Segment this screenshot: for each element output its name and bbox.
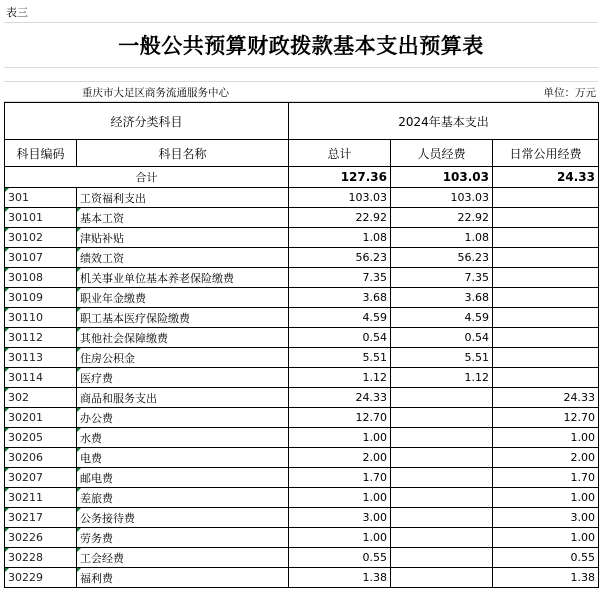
row-name: 工会经费 [77,548,289,568]
row-total: 0.54 [289,328,391,348]
row-code: 30201 [5,408,77,428]
row-name: 办公费 [77,408,289,428]
row-name: 基本工资 [77,208,289,228]
row-name: 职工基本医疗保险缴费 [77,308,289,328]
header-year-expense: 2024年基本支出 [289,103,599,140]
header-personnel: 人员经费 [391,140,493,167]
row-name: 医疗费 [77,368,289,388]
org-row [4,82,598,102]
table-row [5,368,599,388]
row-total: 103.03 [289,188,391,208]
row-total: 24.33 [289,388,391,408]
unit-label: 单位：万元 [543,87,596,99]
row-total: 4.59 [289,308,391,328]
row-name: 劳务费 [77,528,289,548]
table-row [5,568,599,588]
row-name: 住房公积金 [77,348,289,368]
row-code: 30206 [5,448,77,468]
table-row [5,468,599,488]
row-personnel: 1.08 [391,228,493,248]
row-total: 3.68 [289,288,391,308]
row-personnel [391,528,493,548]
row-public: 1.00 [493,428,599,448]
row-public: 1.38 [493,568,599,588]
row-public: 24.33 [493,388,599,408]
total-sum: 127.36 [289,167,391,188]
row-code: 30113 [5,348,77,368]
table-row [5,348,599,368]
table-row [5,228,599,248]
row-personnel: 3.68 [391,288,493,308]
table-row [5,188,599,208]
row-personnel [391,388,493,408]
row-name: 水费 [77,428,289,448]
table-row [5,448,599,468]
row-total: 7.35 [289,268,391,288]
row-code: 30228 [5,548,77,568]
row-public: 12.70 [493,408,599,428]
row-personnel: 7.35 [391,268,493,288]
row-code: 30211 [5,488,77,508]
row-personnel [391,488,493,508]
table-row [5,388,599,408]
row-code: 30112 [5,328,77,348]
row-personnel: 4.59 [391,308,493,328]
row-personnel [391,408,493,428]
row-name: 公务接待费 [77,508,289,528]
table-row [5,208,599,228]
title-row [4,23,598,68]
table-row [5,508,599,528]
row-personnel [391,568,493,588]
row-total: 1.00 [289,528,391,548]
total-public: 24.33 [493,167,599,188]
row-code: 30114 [5,368,77,388]
row-code: 30107 [5,248,77,268]
row-public [493,308,599,328]
table-row [5,248,599,268]
row-personnel [391,468,493,488]
row-total: 5.51 [289,348,391,368]
row-public: 3.00 [493,508,599,528]
row-name: 其他社会保障缴费 [77,328,289,348]
table-row [5,548,599,568]
row-personnel: 0.54 [391,328,493,348]
row-personnel [391,548,493,568]
row-public [493,368,599,388]
row-code: 30102 [5,228,77,248]
row-public: 1.70 [493,468,599,488]
table-row [5,528,599,548]
header-code: 科目编码 [5,140,77,167]
row-name: 职业年金缴费 [77,288,289,308]
row-personnel [391,428,493,448]
row-public: 0.55 [493,548,599,568]
row-public: 1.00 [493,528,599,548]
row-total: 1.12 [289,368,391,388]
row-name: 机关事业单位基本养老保险缴费 [77,268,289,288]
row-total: 56.23 [289,248,391,268]
row-personnel: 56.23 [391,248,493,268]
row-personnel [391,448,493,468]
sheet-label-row [4,0,598,23]
row-code: 302 [5,388,77,408]
row-public [493,228,599,248]
row-personnel: 22.92 [391,208,493,228]
spreadsheet [4,0,598,588]
row-code: 30226 [5,528,77,548]
table-row [5,488,599,508]
total-row [5,167,599,188]
header-total: 总计 [289,140,391,167]
row-personnel: 1.12 [391,368,493,388]
total-label: 合计 [5,167,289,188]
row-total: 1.70 [289,468,391,488]
row-code: 30229 [5,568,77,588]
row-code: 30101 [5,208,77,228]
row-public [493,268,599,288]
sheet-label: 表三 [6,6,28,19]
row-code: 30205 [5,428,77,448]
header-public: 日常公用经费 [493,140,599,167]
row-public [493,288,599,308]
row-total: 12.70 [289,408,391,428]
row-personnel [391,508,493,528]
row-code: 30110 [5,308,77,328]
row-name: 电费 [77,448,289,468]
row-name: 差旅费 [77,488,289,508]
row-total: 2.00 [289,448,391,468]
row-total: 1.38 [289,568,391,588]
row-code: 30207 [5,468,77,488]
row-public [493,328,599,348]
row-name: 绩效工资 [77,248,289,268]
row-code: 30217 [5,508,77,528]
row-total: 1.08 [289,228,391,248]
row-total: 0.55 [289,548,391,568]
table-row [5,428,599,448]
table-row [5,328,599,348]
total-personnel: 103.03 [391,167,493,188]
page-title: 一般公共预算财政拨款基本支出预算表 [118,33,484,58]
row-code: 301 [5,188,77,208]
header-econ-category: 经济分类科目 [5,103,289,140]
row-total: 22.92 [289,208,391,228]
spacer-row [4,68,598,82]
row-name: 邮电费 [77,468,289,488]
row-public [493,248,599,268]
table-row [5,288,599,308]
row-code: 30109 [5,288,77,308]
row-code: 30108 [5,268,77,288]
row-total: 3.00 [289,508,391,528]
organization-name: 重庆市大足区商务流通服务中心 [82,87,229,99]
row-name: 商品和服务支出 [77,388,289,408]
header-name: 科目名称 [77,140,289,167]
row-public [493,188,599,208]
row-public: 1.00 [493,488,599,508]
budget-table [4,102,599,588]
row-public: 2.00 [493,448,599,468]
row-personnel: 5.51 [391,348,493,368]
row-public [493,208,599,228]
row-name: 津贴补贴 [77,228,289,248]
row-personnel: 103.03 [391,188,493,208]
table-row [5,408,599,428]
row-name: 福利费 [77,568,289,588]
row-name: 工资福利支出 [77,188,289,208]
row-total: 1.00 [289,488,391,508]
table-row [5,308,599,328]
row-public [493,348,599,368]
row-total: 1.00 [289,428,391,448]
table-row [5,268,599,288]
